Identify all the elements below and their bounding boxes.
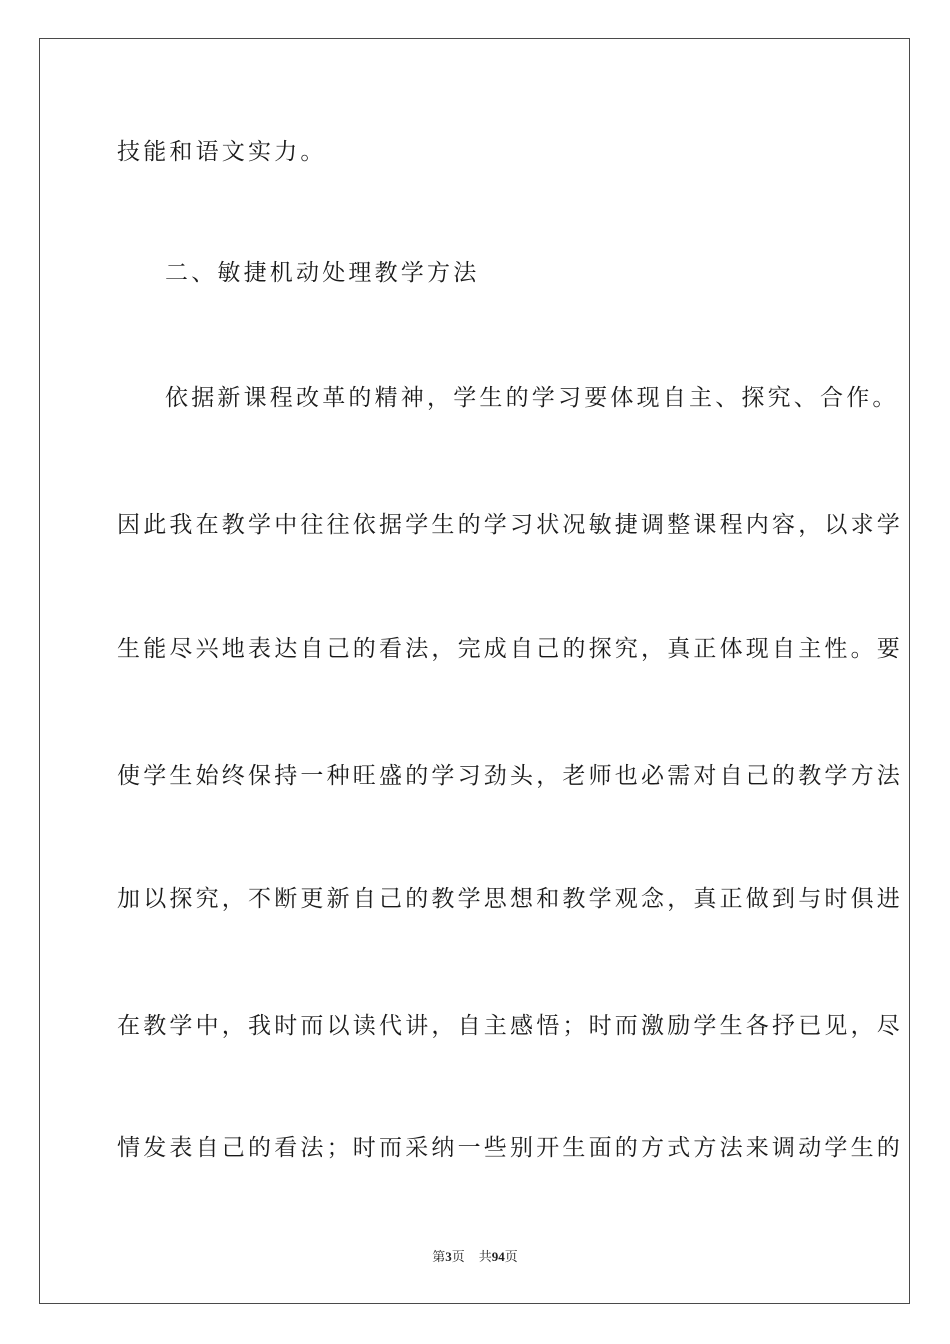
text-line-9: 情发表自己的看法；时而采纳一些别开生面的方式方法来调动学生的 xyxy=(117,1135,903,1161)
text-line-1: 技能和语文实力。 xyxy=(117,139,327,165)
page-border xyxy=(39,38,910,1304)
page-number: 3 xyxy=(445,1249,452,1264)
page-footer xyxy=(0,1246,950,1265)
page-suffix: 页 xyxy=(451,1249,465,1264)
text-line-5: 生能尽兴地表达自己的看法，完成自己的探究，真正体现自主性。要 xyxy=(117,636,903,662)
text-line-3: 依据新课程改革的精神，学生的学习要体现自主、探究、合作。 xyxy=(165,385,899,411)
total-suffix: 页 xyxy=(504,1249,518,1264)
total-prefix: 共 xyxy=(478,1249,492,1264)
text-line-8: 在教学中，我时而以读代讲，自主感悟；时而激励学生各抒已见，尽 xyxy=(117,1013,903,1039)
text-line-6: 使学生始终保持一种旺盛的学习劲头，老师也必需对自己的教学方法 xyxy=(117,763,903,789)
page-prefix: 第 xyxy=(432,1249,446,1264)
text-line-4: 因此我在教学中往往依据学生的学习状况敏捷调整课程内容，以求学 xyxy=(117,512,903,538)
section-heading: 二、敏捷机动处理教学方法 xyxy=(165,260,480,286)
total-pages: 94 xyxy=(491,1249,505,1264)
text-line-7: 加以探究，不断更新自己的教学思想和教学观念，真正做到与时俱进 xyxy=(117,886,903,912)
